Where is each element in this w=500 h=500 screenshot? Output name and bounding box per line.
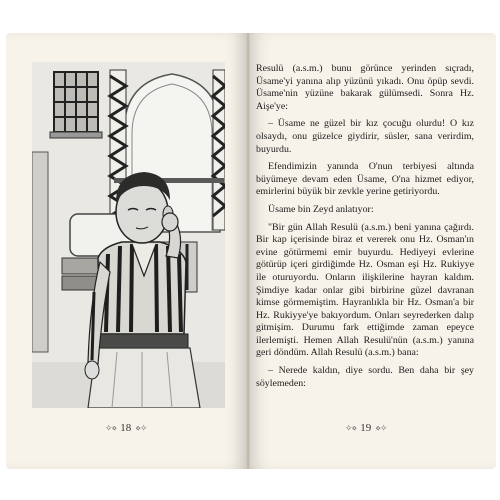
ornament-icon: ⋄✧ xyxy=(375,422,387,433)
paragraph: – Üsame ne güzel bir kız çocuğu olurdu! O kız olsaydı, onu güzelce giydirir, süsler, sana verirdim, buyurdu. xyxy=(256,118,474,155)
boy-in-striped-shirt-illustration xyxy=(32,62,225,408)
right-page-number xyxy=(345,422,386,434)
paragraph: "Bir gün Allah Resulü (a.s.m.) beni yanına çağırdı. Bir kap içerisinde biraz et vererek onu Hz. Osman'ın evine götürmemi emir buyurdu. Hediyeyi evlerine götürüp içeri girdiğimde Hz. Osman eşi Hz. Rukiyye ile oturuyordu. Onların ilişkilerine hayran kaldım. Şimdiye kadar onlar gibi birbirine güzel davranan kimse görmemiştim. Hayranlıkla bir Hz. Osman'a bir Hz. Rukiyye'ye bakıyordum. Onları seyrederken dalıp gitmişim. Durumu fark ettiğimde zaman epeyce ilerlemişti. Hemen Allah Resulü'nün (a.s.m.) yanına geri döndüm. Allah Resulü (a.s.m.) bana: xyxy=(256,221,474,359)
right-page-text xyxy=(256,63,474,395)
book-gutter xyxy=(246,33,250,469)
paragraph: Efendimizin yanında O'nun terbiyesi altında büyümeye devam eden Üsame, O'na hizmet ediyor, emirlerini büyük bir zevkle yerine getiriyordu. xyxy=(256,161,474,198)
ornament-icon: ⋄✧ xyxy=(135,422,147,433)
paragraph: Resulü (a.s.m.) bunu görünce yerinden sıçradı, Üsame'yi yanına alıp yüzünü yıkadı. Onu öpüp sevdi. Üsame'nin yüzüne bakarak gülümsedi. Sonra Hz. Aişe'ye: xyxy=(256,63,474,112)
page-number-text: 19 xyxy=(360,422,372,434)
ornament-icon: ✧⋄ xyxy=(345,422,357,433)
paragraph: Üsame bin Zeyd anlatıyor: xyxy=(268,203,374,215)
ornament-icon: ✧⋄ xyxy=(105,422,117,433)
paragraph: – Nerede kaldın, diye sordu. Ben daha bir şey söylemeden: xyxy=(256,365,474,389)
left-page-number xyxy=(105,422,146,434)
page-number-text: 18 xyxy=(120,422,132,434)
